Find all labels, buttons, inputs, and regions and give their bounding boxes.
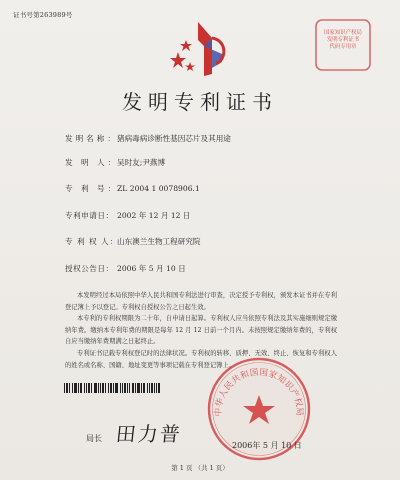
stamp-line-2: 发明专利证书	[326, 37, 360, 43]
field-invention-name	[65, 133, 231, 144]
field-label: 专 利 号：	[65, 184, 119, 193]
field-value: 山东澳兰生物工程研究院	[117, 237, 201, 246]
seal-date: 2006年 5 月 10 日	[232, 441, 302, 450]
field-label: 发明名称：	[65, 134, 118, 143]
seal-text: 中华人民共和国国家知识产权局	[213, 367, 305, 417]
field-value: ZL 2004 1 0078906.1	[117, 184, 200, 193]
office-stamp-text	[310, 30, 376, 51]
field-patentee	[65, 236, 201, 247]
field-patent-number	[65, 183, 200, 194]
field-label: 专 利 权 人：	[65, 237, 119, 246]
field-inventor	[65, 157, 165, 168]
field-label: 授权公告日：	[65, 264, 114, 273]
body-paragraph: 专利证书记载专利权登记时的法律状况。专利权的转移、质押、无效、终止、恢复和专利权人的姓名或名称、国籍、地址变更等事项记载在专利登记簿上。	[65, 349, 337, 369]
field-label: 发 明 人：	[65, 158, 119, 167]
patent-office-emblem-icon	[168, 18, 232, 80]
field-grant-date	[65, 263, 186, 274]
field-application-date	[65, 210, 191, 221]
body-paragraph: 本发明经过本局依照中华人民共和国专利法进行审查，决定授予专利权，颁发本证书并在专利登记簿上予以登记。专利权自授权公告之日起生效。	[65, 292, 337, 311]
barcode	[64, 383, 184, 393]
certificate-number: 证书号第263989号	[13, 11, 73, 19]
field-value: 2002 年 12 月 12 日	[117, 211, 191, 220]
director-signature: 田力普	[114, 422, 184, 446]
body-paragraph: 本专利的专利权期限为二十年，自申请日起算。专利权人应当依照专利法及其实施细则规定缴纳年费。缴纳本专利年费的期限是每年 12 月 12 日前一个月内。未按照规定缴纳年费的，专利权自应当缴纳年费期满之日起终止。	[65, 315, 337, 346]
certificate-title: 发明专利证书	[122, 90, 278, 114]
field-value: 2006 年 5 月 10 日	[117, 264, 186, 273]
director-label: 局长	[86, 434, 102, 443]
stamp-line-3: 代码专用章	[329, 44, 357, 50]
field-label: 专利申请日：	[65, 211, 114, 220]
stamp-line-1: 国家知识产权局	[324, 30, 362, 36]
field-value: 猪病毒病诊断性基因芯片及其用途	[117, 134, 231, 143]
page-footer: 第 1 页 （共 1 页）	[171, 464, 229, 472]
field-value: 吴时友;尹燕博	[117, 158, 166, 167]
